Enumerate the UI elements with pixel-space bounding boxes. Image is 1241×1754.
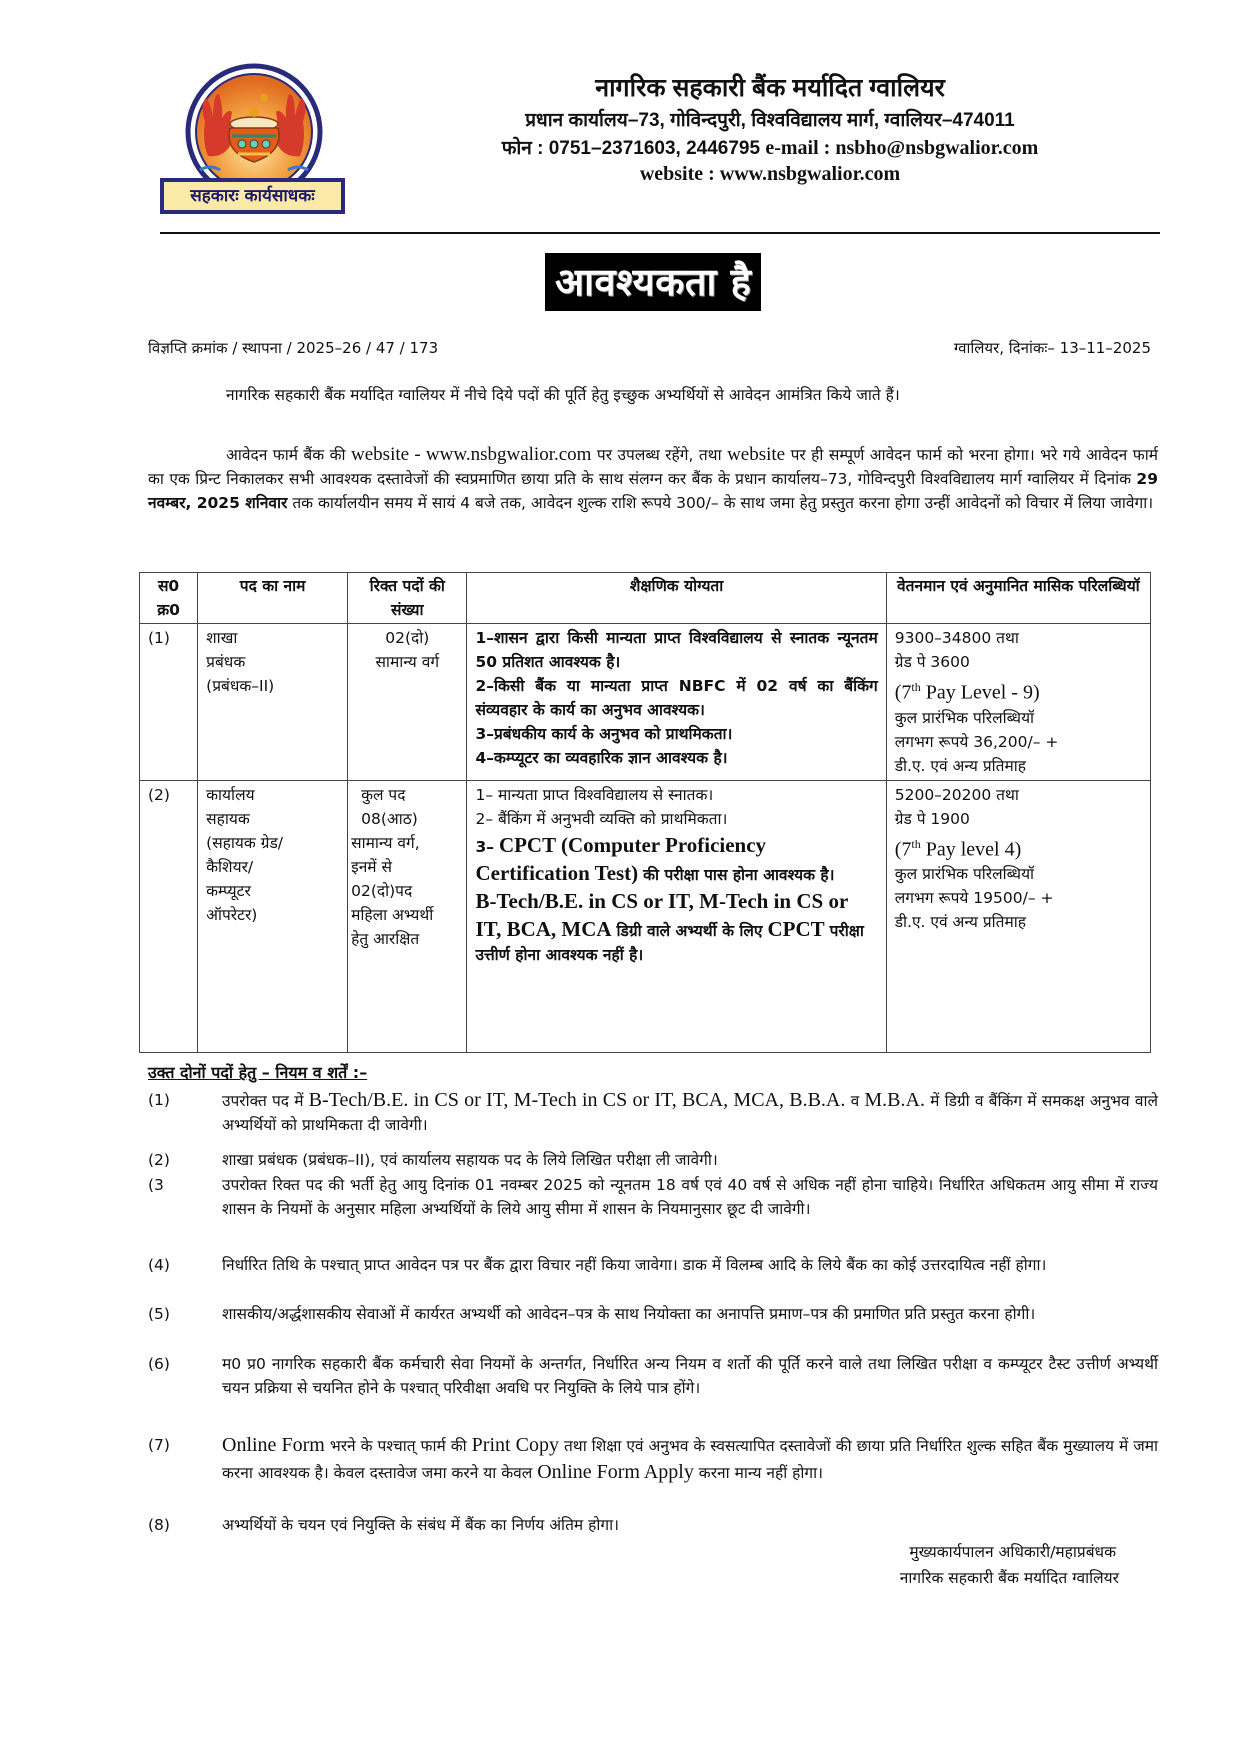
terms-heading: उक्त दोनों पदों हेतु – नियम व शर्तें :–: [148, 1063, 368, 1082]
post-line: सहायक: [206, 809, 250, 828]
text-span: पर ही सम्पूर्ण आवेदन फार्म को भरना होगा। भरे गये आवेदन फार्म का एक प्रिन्ट निकालकर सभी आवश्यक दस्तावेजों की स्वप्रमाणित छाया प्रति के साथ संलग्न कर बैंक के प्रधान कार्यालय–73, गोविन्दपुरी विश्वविद्यालय मार्ग ग्वालियर में दिनांक: [148, 446, 1158, 488]
post-line: (सहायक ग्रेड/: [206, 833, 283, 852]
term-text: [222, 1432, 1158, 1486]
post-line: कार्यालय: [206, 785, 255, 804]
emoluments-line: कुल प्रारंभिक परिलब्धियॉ: [894, 865, 1035, 884]
phone-number: फोन : 0751–2371603, 2446795: [501, 138, 761, 159]
application-deadline: 29 नवम्बर, 2025 शनिवार: [148, 470, 1158, 512]
intro-paragraph-1: नागरिक सहकारी बैंक मर्यादित ग्वालियर में नीचे दिये पदों की पूर्ति हेतु इच्छुक अभ्यर्थियों से आवेदन आमंत्रित किये जाते हैं।: [226, 386, 900, 404]
vacancy-line: 02(दो): [385, 629, 430, 647]
vacancy-line: हेतु आरक्षित: [351, 929, 420, 948]
term-text: निर्धारित तिथि के पश्चात् प्राप्त आवेदन पत्र पर बैंक द्वारा विचार नहीं किया जावेगा। डाक में विलम्ब आदि के लिये बैंक का कोई उत्तरदायित्व नहीं होगा।: [222, 1256, 1047, 1274]
org-contact: [420, 134, 1120, 160]
term-item: [148, 1253, 1158, 1277]
vacancy-line: 08(आठ): [361, 809, 418, 828]
table-row: [140, 624, 1151, 781]
notice-place-date: ग्वालियर, दिनांकः– 13–11–2025: [953, 339, 1151, 357]
post-line: कैशियर/: [206, 857, 254, 876]
text-span: डिग्री वाले अभ्यर्थी के लिए: [616, 921, 763, 940]
text-span: भरने के पश्चात् फार्म की: [329, 1437, 467, 1455]
text-span: CPCT (Computer Proficiency Certification Test): [475, 832, 767, 885]
term-number: (6): [148, 1355, 170, 1373]
vacancy-line: सामान्य वर्ग,: [351, 833, 420, 852]
text-span: पर उपलब्ध रहेंगे, तथा: [596, 446, 722, 464]
table-row: [140, 780, 1151, 1052]
vacancies-cell: [348, 780, 467, 1052]
qualification-item: 4–कम्प्यूटर का व्यवहारिक ज्ञान आवश्यक है।: [475, 749, 728, 767]
qualification-item: [475, 831, 877, 887]
qualification-cell: [467, 624, 886, 781]
term-number: (4): [148, 1256, 170, 1274]
vacancy-line: सामान्य वर्ग: [375, 653, 440, 671]
email-address[interactable]: e-mail : nsbho@nsbgwalior.com: [765, 137, 1039, 159]
pay-cell: [886, 624, 1150, 781]
logo-caption: सहकारः कार्यसाधकः: [190, 186, 315, 206]
website-link[interactable]: website - www.nsbgwalior.com: [351, 444, 592, 465]
term-number: (3: [148, 1176, 164, 1194]
term-item: [148, 1432, 1158, 1486]
text-span: B-Tech/B.E. in CS or IT, M-Tech in CS or IT, BCA, MCA: [475, 888, 848, 941]
serial-cell: (2): [140, 780, 198, 1052]
text-span: परीक्षा उत्तीर्ण होना आवश्यक नहीं है।: [475, 921, 864, 964]
term-item: [148, 1173, 1158, 1221]
bank-logo: [160, 62, 345, 214]
term-item: [148, 1513, 1158, 1537]
vacancy-line: कुल पद: [361, 785, 406, 804]
text-span: उपरोक्त पद में: [222, 1092, 304, 1110]
term-number: (8): [148, 1516, 170, 1534]
grade-pay: ग्रेड पे 1900: [894, 809, 970, 828]
post-line: कम्प्यूटर: [206, 881, 251, 900]
emoluments-line: डी.ए. एवं अन्य प्रतिमाह: [894, 756, 1027, 775]
post-name-cell: [198, 624, 348, 781]
term-number: (2): [148, 1151, 170, 1169]
pay-level: [895, 674, 1142, 706]
vacancy-line: महिला अभ्यर्थी: [351, 905, 434, 924]
term-item: [148, 1148, 1158, 1172]
header-vacancies: रिक्त पदों की संख्या: [348, 573, 467, 624]
emoluments-line: लगभग रूपये 36,200/– +: [894, 732, 1059, 751]
vacancy-line: इनमें से: [351, 857, 392, 876]
qualification-item: 2– बैंकिंग में अनुभवी व्यक्ति को प्राथमिकता।: [475, 809, 728, 828]
text-span: (7: [894, 838, 912, 861]
text-span: की परीक्षा पास होना आवश्यक है।: [643, 865, 835, 884]
pay-level: [895, 831, 1142, 863]
pay-scale: 5200–20200 तथा: [894, 785, 1019, 804]
org-address: प्रधान कार्यालय–73, गोविन्दपुरी, विश्वविद्यालय मार्ग, ग्वालियर–474011: [525, 110, 1015, 131]
qualification-item: [475, 887, 877, 967]
term-number: (7): [148, 1436, 170, 1454]
term-text: उपरोक्त रिक्त पद की भर्ती हेतु आयु दिनांक 01 नवम्बर 2025 को न्यूनतम 18 वर्ष एवं 40 वर्ष से अधिक नहीं होना चाहिये। निर्धारित अधिकतम आयु सीमा में राज्य शासन के नियमों के अनुसार महिला अभ्यर्थियों के लिये आयु सीमा में शासन के नियमानुसार छूट दी जावेगी।: [222, 1176, 1158, 1218]
text-span: व: [850, 1092, 860, 1110]
org-name: नागरिक सहकारी बैंक मर्यादित ग्वालियर: [595, 74, 945, 102]
text-span: th: [911, 836, 921, 851]
qualification-cell: [467, 780, 886, 1052]
qualification-item: 1– मान्यता प्राप्त विश्वविद्यालय से स्नातक।: [475, 785, 714, 804]
term-number: (1): [148, 1091, 170, 1109]
term-item: [148, 1352, 1158, 1400]
text-span: में डिग्री व बैंकिंग में समकक्ष अनुभव वाले अभ्यर्थियों को प्राथमिकता दी जावेगी।: [222, 1092, 1158, 1134]
page-title-banner: आवश्यकता है: [545, 253, 761, 311]
term-item: [148, 1088, 1158, 1137]
post-line: (प्रबंधक–II): [206, 677, 275, 695]
intro-paragraph-2: [148, 443, 1158, 515]
pay-scale: 9300–34800 तथा: [894, 629, 1019, 647]
header-pay-scale: वेतनमान एवं अनुमानित मासिक परिलब्धियॉ: [886, 573, 1150, 624]
text-span: आवेदन फार्म बैंक की: [226, 446, 346, 464]
post-line: शाखा: [206, 629, 238, 647]
term-number: (5): [148, 1305, 170, 1323]
header-serial: स0 क्र0: [140, 573, 198, 624]
text-span: (7: [894, 681, 912, 704]
grade-pay: ग्रेड पे 3600: [894, 653, 970, 671]
post-line: ऑपरेटर): [206, 905, 258, 924]
text-span: M.B.A.: [864, 1089, 925, 1111]
text-span: Online Form: [222, 1434, 325, 1456]
text-span: Online Form Apply: [537, 1461, 694, 1483]
text-span: Pay Level - 9): [920, 681, 1040, 704]
text-span: CPCT: [767, 916, 825, 941]
vacancy-table: [139, 572, 1151, 1053]
table-header-row: [140, 573, 1151, 624]
website-link[interactable]: website : www.nsbgwalior.com: [639, 163, 901, 185]
qualification-item: 1–शासन द्वारा किसी मान्यता प्राप्त विश्वविद्यालय से स्नातक न्यूनतम 50 प्रतिशत आवश्यक है।: [475, 629, 878, 671]
term-text: [222, 1088, 1158, 1137]
vacancies-cell: [348, 624, 467, 781]
notice-reference-number: विज्ञप्ति क्रमांक / स्थापना / 2025–26 / 47 / 173: [148, 339, 439, 357]
signatory-organization: नागरिक सहकारी बैंक मर्यादित ग्वालियर: [899, 1569, 1119, 1587]
header-divider: [160, 232, 1160, 234]
pay-cell: [886, 780, 1150, 1052]
text-span: th: [911, 680, 921, 694]
term-item: [148, 1302, 1158, 1326]
website-word: website: [727, 444, 786, 465]
text-span: 3–: [475, 837, 494, 856]
serial-cell: (1): [140, 624, 198, 781]
term-text: म0 प्र0 नागरिक सहकारी बैंक कर्मचारी सेवा नियमों के अन्तर्गत, निर्धारित अन्य नियम व शर्तो की पूर्ति करने वाले तथा लिखित परीक्षा व कम्प्यूटर टैस्ट उत्तीर्ण अभ्यर्थी चयन प्रक्रिया से चयनित होने के पश्चात् परिवीक्षा अवधि पर नियुक्ति के लिये पात्र होंगे।: [222, 1355, 1158, 1397]
vacancy-line: 02(दो)पद: [351, 881, 413, 900]
post-name-cell: [198, 780, 348, 1052]
header-post-name: पद का नाम: [198, 573, 348, 624]
text-span: Pay level 4): [920, 838, 1022, 861]
term-text: शाखा प्रबंधक (प्रबंधक–II), एवं कार्यालय सहायक पद के लिये लिखित परीक्षा ली जावेगी।: [222, 1151, 718, 1169]
text-span: तक कार्यालयीन समय में सायं 4 बजे तक, आवेदन शुल्क राशि रूपये 300/– के साथ जमा हेतु प्रस्तुत करना होगा उन्हीं आवेदनों को विचार में लिया जावेगा।: [292, 494, 1154, 512]
emoluments-line: डी.ए. एवं अन्य प्रतिमाह: [894, 913, 1027, 932]
qualification-item: 3–प्रबंधकीय कार्य के अनुभव को प्राथमिकता।: [475, 725, 733, 743]
text-span: Print Copy: [471, 1434, 559, 1456]
emoluments-line: लगभग रूपये 19500/– +: [894, 889, 1054, 908]
emoluments-line: कुल प्रारंभिक परिलब्धियॉ: [894, 708, 1035, 727]
text-span: B-Tech/B.E. in CS or IT, M-Tech in CS or IT, BCA, MCA, B.B.A.: [308, 1089, 846, 1111]
post-line: प्रबंधक: [206, 653, 246, 671]
signatory-designation: मुख्यकार्यपालन अधिकारी/महाप्रबंधक: [909, 1543, 1116, 1561]
text-span: करना मान्य नहीं होगा।: [698, 1464, 823, 1482]
term-text: अभ्यर्थियों के चयन एवं नियुक्ति के संबंध में बैंक का निर्णय अंतिम होगा।: [222, 1516, 619, 1534]
qualification-item: 2–किसी बैंक या मान्यता प्राप्त NBFC में 02 वर्ष का बैंकिंग संव्यवहार के कार्य का अनुभव आवश्यक।: [475, 677, 878, 719]
term-text: शासकीय/अर्द्धशासकीय सेवाओं में कार्यरत अभ्यर्थी को आवेदन–पत्र के साथ नियोक्ता का अनापत्ति प्रमाण–पत्र की प्रमाणित प्रति प्रस्तुत करना होगी।: [222, 1305, 1036, 1323]
text-span: तथा शिक्षा एवं अनुभव के स्वसत्यापित दस्तावेजों की छाया प्रति निर्धारित शुल्क सहित बैंक मुख्यालय में जमा करना आवश्यक है। केवल दस्तावेज जमा करने या केवल: [222, 1437, 1159, 1482]
header-qualification: शैक्षणिक योग्यता: [467, 573, 886, 624]
